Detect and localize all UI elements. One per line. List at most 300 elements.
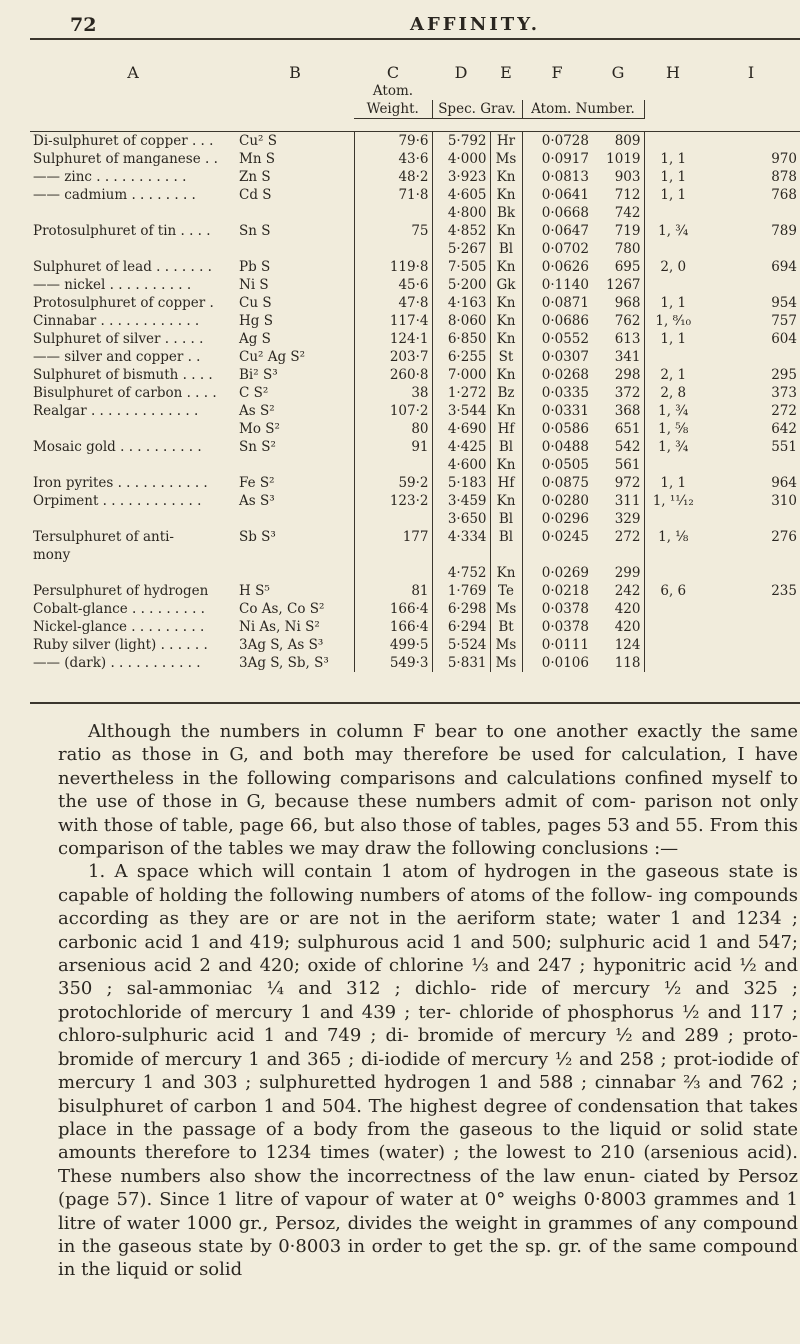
table-row bbox=[30, 150, 800, 168]
table-cell-i: 272 bbox=[771, 403, 797, 419]
table-cell-e: Bl bbox=[490, 438, 522, 456]
table-cell-h: 1, 1 bbox=[644, 474, 702, 492]
table-cell-g: 124 bbox=[614, 637, 641, 653]
table-cell-i: 768 bbox=[771, 187, 797, 203]
table-cell-h: 1, ⁸⁄₁₀ bbox=[644, 312, 702, 330]
table-cell-h bbox=[644, 456, 702, 474]
table-cell-i: 551 bbox=[771, 439, 797, 455]
table-cell-e: Ms bbox=[490, 150, 522, 168]
table-cell-f: 0·0641 bbox=[522, 186, 592, 204]
table-cell-e: Kn bbox=[490, 564, 522, 582]
table-cell-a bbox=[30, 510, 236, 528]
table-row bbox=[30, 528, 800, 546]
table-cell-f: 0·0668 bbox=[522, 204, 592, 222]
table-cell-g: 695 bbox=[614, 259, 641, 275]
table-cell-e: Hf bbox=[490, 474, 522, 492]
table-row bbox=[30, 330, 800, 348]
table-cell-a: —— nickel . . . . . . . . . . bbox=[33, 277, 192, 293]
table-cell-b: Sn S² bbox=[239, 439, 276, 455]
table-cell-a: Iron pyrites . . . . . . . . . . . bbox=[33, 475, 208, 491]
table-row bbox=[30, 132, 800, 151]
table-cell-f: 0·0269 bbox=[522, 564, 592, 582]
table-cell-b bbox=[236, 546, 354, 564]
table-cell-h bbox=[644, 546, 702, 564]
table-cell-a: Ruby silver (light) . . . . . . bbox=[33, 637, 208, 653]
table-cell-d: 4·600 bbox=[432, 456, 490, 474]
table-cell-b: Cu S bbox=[239, 295, 272, 311]
table-cell-g: 561 bbox=[614, 457, 641, 473]
table-cell-c: 48·2 bbox=[354, 168, 432, 186]
table-cell-d: 1·769 bbox=[432, 582, 490, 600]
table-cell-c: 177 bbox=[354, 528, 432, 546]
table-row bbox=[30, 168, 800, 186]
subheader-row-1 bbox=[30, 82, 800, 100]
col-letter: C bbox=[386, 64, 400, 82]
col-letter: B bbox=[289, 64, 301, 82]
table-cell-c: 260·8 bbox=[354, 366, 432, 384]
table-cell-c: 81 bbox=[354, 582, 432, 600]
table-cell-c: 499·5 bbox=[354, 636, 432, 654]
table-cell-g: 972 bbox=[614, 475, 641, 491]
table-cell-f: 0·0111 bbox=[522, 636, 592, 654]
table-row bbox=[30, 600, 800, 618]
table-cell-b: Bi² S³ bbox=[239, 367, 278, 383]
table-cell-g: 329 bbox=[614, 511, 641, 527]
table-cell-g: 762 bbox=[614, 313, 641, 329]
table-cell-a: Persulphuret of hydrogen bbox=[33, 583, 209, 599]
table-row bbox=[30, 204, 800, 222]
table-cell-c bbox=[354, 204, 432, 222]
table-row bbox=[30, 366, 800, 384]
paragraph: 1. A space which will contain 1 atom of hydrogen in the gaseous state is capable of holding the following numbers of atoms of the follow- ing compounds according as they are or are not in the aeriform state; water 1 and 1234 ; carbonic acid 1 and 419; sulphurous acid 1 and 500; sulphuric acid 1 and 547; arsenious acid 2 and 420; oxide of chlorine ⅓ and 247 ; hyponitric acid ½ and 350 ; sal-ammoniac ¼ and 312 ; dichlo- ride of mercury ½ and 325 ; protochloride of mercury 1 and 439 ; ter- chloride of phosphorus ½ and 117 ; chloro-sulphuric acid 1 and 749 ; di- bromide of mercury ½ and 289 ; proto-bromide of mercury 1 and 365 ; di-iodide of mercury ½ and 258 ; prot-iodide of mercury 1 and 303 ; sulphuretted hydrogen 1 and 588 ; cinnabar ⅔ and 762 ; bisulphuret of carbon 1 and 504. The highest degree of condensation that takes place in the passage of a body from the gaseous to the liquid or solid state amounts therefore to 1234 times (water) ; the lowest to 210 (arsenious acid). These numbers also show the incorrectness of the law enun- ciated by Persoz (page 57). Since 1 litre of vapour of water at 0° weighs 0·8003 grammes and 1 litre of water 1000 gr., Persoz, divides the weight in grammes of any compound in the gaseous state by 0·8003 in order to get the sp. gr. of the same compound in the liquid or solid bbox=[58, 861, 798, 1281]
table-cell-c: 107·2 bbox=[354, 402, 432, 420]
table-cell-h: 1, 1 bbox=[644, 330, 702, 348]
table-cell-g: 311 bbox=[614, 493, 641, 509]
table-cell-b: 3Ag S, Sb, S³ bbox=[239, 655, 329, 671]
table-cell-a: Bisulphuret of carbon . . . . bbox=[33, 385, 217, 401]
table-cell-g: 742 bbox=[614, 205, 641, 221]
table-cell-f: 0·0245 bbox=[522, 528, 592, 546]
table-cell-d: 4·163 bbox=[432, 294, 490, 312]
table-cell-a bbox=[30, 420, 236, 438]
table-cell-g: 809 bbox=[614, 133, 641, 149]
table-cell-i bbox=[702, 510, 800, 528]
table-row bbox=[30, 546, 800, 564]
table-cell-c: 117·4 bbox=[354, 312, 432, 330]
table-cell-h: 2, 1 bbox=[644, 366, 702, 384]
table-cell-b bbox=[236, 240, 354, 258]
table-cell-i bbox=[702, 564, 800, 582]
table-cell-e: Bt bbox=[490, 618, 522, 636]
table-cell-e: Kn bbox=[490, 294, 522, 312]
subheader-row-2 bbox=[30, 100, 800, 119]
table-cell-c bbox=[354, 546, 432, 564]
table-cell-h: 6, 6 bbox=[644, 582, 702, 600]
table-cell-g: 242 bbox=[614, 583, 641, 599]
table-cell-e: Kn bbox=[490, 258, 522, 276]
table-cell-d: 3·544 bbox=[432, 402, 490, 420]
table-cell-i: 604 bbox=[771, 331, 797, 347]
table-cell-c: 38 bbox=[354, 384, 432, 402]
table-cell-i bbox=[702, 456, 800, 474]
table-row bbox=[30, 384, 800, 402]
table-cell-h: 1, 1 bbox=[644, 294, 702, 312]
table-cell-e: Hr bbox=[490, 132, 522, 151]
table-cell-f: 0·0586 bbox=[522, 420, 592, 438]
table-cell-i: 235 bbox=[771, 583, 797, 599]
running-head bbox=[40, 6, 760, 38]
table-cell-g: 420 bbox=[614, 601, 641, 617]
table-cell-g: 712 bbox=[614, 187, 641, 203]
table-cell-f: 0·0626 bbox=[522, 258, 592, 276]
table-cell-c bbox=[354, 456, 432, 474]
table-cell-g: 780 bbox=[614, 241, 641, 257]
table-cell-a: Cobalt-glance . . . . . . . . . bbox=[33, 601, 205, 617]
table-cell-f: 0·0875 bbox=[522, 474, 592, 492]
table-row bbox=[30, 474, 800, 492]
table-cell-h: 2, 0 bbox=[644, 258, 702, 276]
table-cell-e: Te bbox=[490, 582, 522, 600]
table-cell-d: 8·060 bbox=[432, 312, 490, 330]
table-cell-d: 4·605 bbox=[432, 186, 490, 204]
table-cell-h bbox=[644, 564, 702, 582]
table-cell-e: Hf bbox=[490, 420, 522, 438]
table-cell-c: 80 bbox=[354, 420, 432, 438]
table-cell-b: Ni S bbox=[239, 277, 269, 293]
table-cell-d: 7·000 bbox=[432, 366, 490, 384]
table-cell-a: Mosaic gold . . . . . . . . . . bbox=[33, 439, 202, 455]
table-cell-d: 1·272 bbox=[432, 384, 490, 402]
table-cell-d: 3·650 bbox=[432, 510, 490, 528]
table-cell-b: Sn S bbox=[239, 223, 271, 239]
table-cell-i bbox=[702, 654, 800, 672]
table-cell-i: 878 bbox=[771, 169, 797, 185]
table-cell-c: 79·6 bbox=[354, 132, 432, 151]
table-cell-f: 0·0686 bbox=[522, 312, 592, 330]
table-cell-b: Fe S² bbox=[239, 475, 275, 491]
table-bottom-rule bbox=[30, 702, 800, 704]
table-row bbox=[30, 312, 800, 330]
table-cell-a: —— (dark) . . . . . . . . . . . bbox=[33, 655, 201, 671]
table-cell-c: 43·6 bbox=[354, 150, 432, 168]
table-cell-f: 0·0268 bbox=[522, 366, 592, 384]
table-cell-d: 6·850 bbox=[432, 330, 490, 348]
table-row bbox=[30, 618, 800, 636]
table-cell-g: 968 bbox=[614, 295, 641, 311]
table-cell-b: Mn S bbox=[239, 151, 276, 167]
table-cell-b: Zn S bbox=[239, 169, 271, 185]
table-cell-b: As S³ bbox=[239, 493, 275, 509]
table-cell-g: 118 bbox=[614, 655, 641, 671]
table-cell-e: Kn bbox=[490, 456, 522, 474]
running-title: AFFINITY. bbox=[409, 14, 540, 35]
table-cell-d: 6·255 bbox=[432, 348, 490, 366]
table-cell-e: Bk bbox=[490, 204, 522, 222]
table-cell-a: Tersulphuret of anti- bbox=[33, 529, 174, 545]
table-cell-h bbox=[644, 636, 702, 654]
table-cell-a: Orpiment . . . . . . . . . . . . bbox=[33, 493, 202, 509]
table-cell-g: 272 bbox=[614, 529, 641, 545]
table-cell-c bbox=[354, 510, 432, 528]
table-cell-f: 0·0331 bbox=[522, 402, 592, 420]
table-cell-b: C S² bbox=[239, 385, 269, 401]
table-cell-a: mony bbox=[33, 547, 71, 563]
table-cell-b: Hg S bbox=[239, 313, 273, 329]
table-cell-h: 1, ¾ bbox=[644, 438, 702, 456]
table-cell-a: Sulphuret of bismuth . . . . bbox=[33, 367, 213, 383]
paragraph: Although the numbers in column F bear to one another exactly the same ratio as those in G, and both may therefore be used for calculation, I have nevertheless in the following comparisons and calculations confined myself to the use of those in G, because these numbers admit of com- parison not only with those of table, page 66, but also those of tables, pages 53 and 55. From this comparison of the tables we may draw the following conclusions :— bbox=[58, 721, 798, 860]
table-cell-e: St bbox=[490, 348, 522, 366]
table-cell-d: 4·690 bbox=[432, 420, 490, 438]
table-cell-d bbox=[432, 546, 490, 564]
table-row bbox=[30, 456, 800, 474]
table-cell-d: 4·752 bbox=[432, 564, 490, 582]
table-cell-e: Kn bbox=[490, 492, 522, 510]
table-cell-d: 4·000 bbox=[432, 150, 490, 168]
table-cell-i: 276 bbox=[771, 529, 797, 545]
table-cell-c: 47·8 bbox=[354, 294, 432, 312]
table-cell-c: 123·2 bbox=[354, 492, 432, 510]
table-row bbox=[30, 276, 800, 294]
table-cell-e: Bz bbox=[490, 384, 522, 402]
table-cell-f: 0·0505 bbox=[522, 456, 592, 474]
table-cell-i bbox=[702, 600, 800, 618]
table-cell-e: Kn bbox=[490, 312, 522, 330]
table-row bbox=[30, 564, 800, 582]
table-cell-e: Bl bbox=[490, 510, 522, 528]
table-cell-e: Ms bbox=[490, 636, 522, 654]
table-cell-i: 295 bbox=[771, 367, 797, 383]
table-cell-a: Di-sulphuret of copper . . . bbox=[33, 133, 214, 149]
table-row bbox=[30, 420, 800, 438]
table-cell-f: 0·0813 bbox=[522, 168, 592, 186]
table-cell-b: Cu² Ag S² bbox=[239, 349, 306, 365]
table-cell-a: Nickel-glance . . . . . . . . . bbox=[33, 619, 205, 635]
table-cell-g: 1019 bbox=[606, 151, 641, 167]
table-cell-h: 2, 8 bbox=[644, 384, 702, 402]
table-cell-i bbox=[702, 546, 800, 564]
table-cell-g: 903 bbox=[614, 169, 641, 185]
header-rule bbox=[30, 38, 800, 40]
table-cell-i bbox=[702, 348, 800, 366]
atom-number-header: Atom. Number. bbox=[522, 100, 644, 119]
table-cell-f: 0·0647 bbox=[522, 222, 592, 240]
table-cell-c: 203·7 bbox=[354, 348, 432, 366]
table-cell-d: 4·852 bbox=[432, 222, 490, 240]
table-cell-g: 298 bbox=[614, 367, 641, 383]
table-cell-f: 0·0917 bbox=[522, 150, 592, 168]
table-cell-c: 119·8 bbox=[354, 258, 432, 276]
table-cell-h bbox=[644, 618, 702, 636]
table-cell-h: 1, 1 bbox=[644, 186, 702, 204]
table-cell-i: 964 bbox=[771, 475, 797, 491]
table-cell-f: 0·0106 bbox=[522, 654, 592, 672]
table-cell-a: Realgar . . . . . . . . . . . . . bbox=[33, 403, 199, 419]
table-row bbox=[30, 654, 800, 672]
table-cell-b: H S⁵ bbox=[239, 583, 270, 599]
table-cell-a: —— zinc . . . . . . . . . . . bbox=[33, 169, 187, 185]
table-cell-c: 166·4 bbox=[354, 618, 432, 636]
table-cell-c bbox=[354, 240, 432, 258]
table-cell-a bbox=[30, 204, 236, 222]
body-text bbox=[58, 720, 798, 1282]
table-cell-a: —— cadmium . . . . . . . . bbox=[33, 187, 196, 203]
table-cell-g: 613 bbox=[614, 331, 641, 347]
table-cell-d: 5·267 bbox=[432, 240, 490, 258]
table-cell-b: Ni As, Ni S² bbox=[239, 619, 320, 635]
table-cell-e: Gk bbox=[490, 276, 522, 294]
table-cell-h: 1, ¾ bbox=[644, 222, 702, 240]
table-cell-h: 1, ¾ bbox=[644, 402, 702, 420]
table-cell-h: 1, ⅛ bbox=[644, 528, 702, 546]
table-cell-i: 310 bbox=[771, 493, 797, 509]
table-cell-b: Pb S bbox=[239, 259, 271, 275]
table-cell-b bbox=[236, 456, 354, 474]
table-cell-b: Sb S³ bbox=[239, 529, 276, 545]
table-cell-g: 542 bbox=[614, 439, 641, 455]
sulphuret-table bbox=[30, 64, 800, 672]
table-cell-a: Sulphuret of lead . . . . . . . bbox=[33, 259, 212, 275]
table-row bbox=[30, 186, 800, 204]
table-cell-e: Ms bbox=[490, 654, 522, 672]
table-cell-b bbox=[236, 510, 354, 528]
table-cell-b: Mo S² bbox=[239, 421, 280, 437]
atom-header: Atom. bbox=[372, 83, 414, 99]
table-cell-f: 0·0335 bbox=[522, 384, 592, 402]
table-cell-d: 4·800 bbox=[432, 204, 490, 222]
col-letter: F bbox=[551, 64, 563, 82]
table-cell-f: 0·0280 bbox=[522, 492, 592, 510]
table-cell-g: 341 bbox=[614, 349, 641, 365]
table-cell-f: 0·0378 bbox=[522, 618, 592, 636]
table-cell-b: Cu² S bbox=[239, 133, 277, 149]
table-cell-i: 642 bbox=[771, 421, 797, 437]
col-letter: I bbox=[747, 64, 755, 82]
table-cell-h bbox=[644, 348, 702, 366]
table-row bbox=[30, 240, 800, 258]
table-cell-e bbox=[490, 546, 522, 564]
table-row bbox=[30, 258, 800, 276]
table-row bbox=[30, 438, 800, 456]
table-cell-d: 5·792 bbox=[432, 132, 490, 151]
table-cell-a: Cinnabar . . . . . . . . . . . . bbox=[33, 313, 200, 329]
table-cell-d: 5·831 bbox=[432, 654, 490, 672]
table-cell-a bbox=[30, 240, 236, 258]
table-cell-c: 166·4 bbox=[354, 600, 432, 618]
table-cell-i: 694 bbox=[771, 259, 797, 275]
table-cell-f: 0·0488 bbox=[522, 438, 592, 456]
table-cell-a: Protosulphuret of copper . bbox=[33, 295, 214, 311]
table-cell-b bbox=[236, 204, 354, 222]
table-cell-e: Kn bbox=[490, 168, 522, 186]
table-cell-d: 5·200 bbox=[432, 276, 490, 294]
column-letters-row bbox=[30, 64, 800, 82]
table-cell-h: 1, ⅝ bbox=[644, 420, 702, 438]
table-row bbox=[30, 492, 800, 510]
table-cell-g: 1267 bbox=[606, 277, 641, 293]
table-cell-g: 719 bbox=[614, 223, 641, 239]
table-row bbox=[30, 294, 800, 312]
page-number: 72 bbox=[70, 14, 97, 36]
table-cell-a bbox=[30, 456, 236, 474]
table-cell-e: Kn bbox=[490, 402, 522, 420]
table-row bbox=[30, 510, 800, 528]
table-cell-c: 91 bbox=[354, 438, 432, 456]
table-cell-d: 5·524 bbox=[432, 636, 490, 654]
table-cell-i bbox=[702, 618, 800, 636]
table-cell-b: Ag S bbox=[239, 331, 271, 347]
table-cell-b: Co As, Co S² bbox=[239, 601, 325, 617]
col-letter: E bbox=[500, 64, 512, 82]
table-cell-f: 0·0378 bbox=[522, 600, 592, 618]
table-cell-e: Ms bbox=[490, 600, 522, 618]
table-row bbox=[30, 582, 800, 600]
table-cell-h bbox=[644, 600, 702, 618]
table-cell-f: 0·0702 bbox=[522, 240, 592, 258]
table-cell-c: 124·1 bbox=[354, 330, 432, 348]
weight-header: Weight. bbox=[354, 100, 432, 119]
table-cell-d: 4·334 bbox=[432, 528, 490, 546]
table-cell-a: —— silver and copper . . bbox=[33, 349, 201, 365]
table-cell-e: Kn bbox=[490, 186, 522, 204]
col-letter: A bbox=[127, 64, 139, 82]
table-cell-h: 1, ¹¹⁄₁₂ bbox=[644, 492, 702, 510]
table-cell-b: 3Ag S, As S³ bbox=[239, 637, 324, 653]
table-cell-c: 45·6 bbox=[354, 276, 432, 294]
table-cell-i: 789 bbox=[771, 223, 797, 239]
table-cell-i: 757 bbox=[771, 313, 797, 329]
table-cell-i bbox=[702, 240, 800, 258]
table-cell-h: 1, 1 bbox=[644, 150, 702, 168]
col-letter: H bbox=[666, 64, 680, 82]
table-cell-b bbox=[236, 564, 354, 582]
table-cell-c: 549·3 bbox=[354, 654, 432, 672]
table-cell-f: 0·0218 bbox=[522, 582, 592, 600]
col-letter: G bbox=[611, 64, 625, 82]
table-cell-f: 0·0728 bbox=[522, 132, 592, 151]
table-cell-i bbox=[702, 276, 800, 294]
table-cell-i: 970 bbox=[771, 151, 797, 167]
table-cell-d: 6·298 bbox=[432, 600, 490, 618]
table-cell-c bbox=[354, 564, 432, 582]
table-cell-g: 420 bbox=[614, 619, 641, 635]
table-cell-i bbox=[702, 204, 800, 222]
table-cell-d: 3·459 bbox=[432, 492, 490, 510]
table-cell-d: 4·425 bbox=[432, 438, 490, 456]
table-cell-e: Kn bbox=[490, 366, 522, 384]
table-cell-f: 0·0296 bbox=[522, 510, 592, 528]
table-row bbox=[30, 348, 800, 366]
table-cell-h bbox=[644, 204, 702, 222]
table-cell-e: Kn bbox=[490, 222, 522, 240]
table-cell-f: 0·0552 bbox=[522, 330, 592, 348]
table-cell-d: 7·505 bbox=[432, 258, 490, 276]
table-cell-b: Cd S bbox=[239, 187, 272, 203]
table-cell-d: 6·294 bbox=[432, 618, 490, 636]
table-cell-f: 0·0307 bbox=[522, 348, 592, 366]
table-cell-f: 0·0871 bbox=[522, 294, 592, 312]
table-cell-f bbox=[522, 546, 592, 564]
table-cell-g: 651 bbox=[614, 421, 641, 437]
table-cell-h bbox=[644, 132, 702, 151]
table-cell-b: As S² bbox=[239, 403, 275, 419]
table-cell-c: 75 bbox=[354, 222, 432, 240]
table-cell-c: 59·2 bbox=[354, 474, 432, 492]
table-cell-i bbox=[702, 636, 800, 654]
table-cell-h bbox=[644, 276, 702, 294]
table-cell-g: 368 bbox=[614, 403, 641, 419]
table-cell-g: 299 bbox=[614, 565, 641, 581]
